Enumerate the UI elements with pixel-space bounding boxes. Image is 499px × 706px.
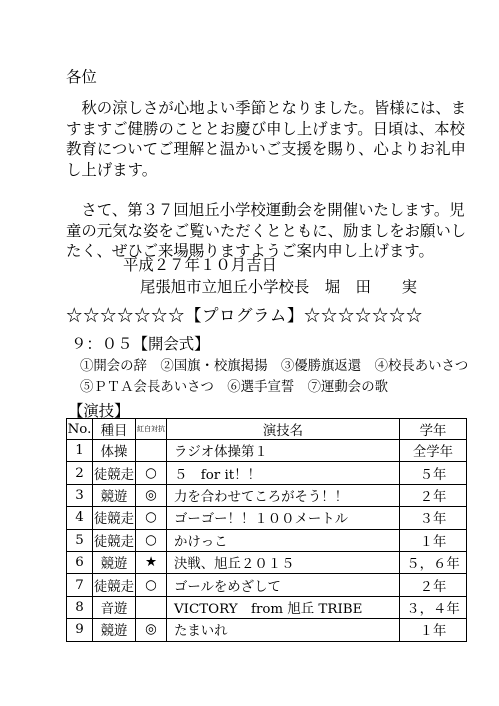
cell-no: 8	[67, 596, 93, 618]
cell-no: 4	[67, 507, 93, 529]
cell-name: ゴーゴー！！１００メートル	[167, 507, 400, 529]
table-row	[67, 462, 467, 484]
cell-mark	[136, 596, 167, 618]
table-row	[67, 551, 467, 573]
paragraph-line: 童の元気な姿をご覧いただくとともに、励ましをお願いし	[66, 221, 467, 240]
cell-grade: ３年	[400, 507, 467, 529]
paragraph-line: たく、ぜひご来場賜りますようご案内申し上げます。	[66, 242, 434, 260]
cell-no: 3	[67, 484, 93, 506]
program-table	[66, 418, 467, 642]
cell-name: VICTORY from 旭丘 TRIBE	[167, 596, 400, 618]
cell-grade: ５年	[400, 462, 467, 484]
greeting-paragraph	[66, 98, 467, 180]
cell-name: ラジオ体操第１	[167, 440, 400, 462]
cell-type: 徒競走	[93, 462, 136, 484]
cell-mark: ○	[136, 462, 167, 484]
letter-signature: 尾張旭市立旭丘小学校長 堀 田 実	[140, 278, 418, 296]
cell-name: かけっこ	[167, 529, 400, 551]
cell-mark: ◎	[136, 619, 167, 641]
cell-mark: ○	[136, 507, 167, 529]
cell-type: 徒競走	[93, 529, 136, 551]
cell-grade: 全学年	[400, 440, 467, 462]
cell-name: ５ for it！！	[167, 462, 400, 484]
salutation: 各位	[66, 68, 97, 86]
events-heading: 【演技】	[68, 402, 130, 420]
cell-mark: ○	[136, 574, 167, 596]
opening-ceremony-items-row1: ①開会の辞 ②国旗・校旗掲揚 ③優勝旗返還 ④校長あいさつ	[80, 359, 469, 374]
table-row	[67, 596, 467, 618]
header-no: No.	[67, 419, 93, 440]
cell-name: ゴールをめざして	[167, 574, 400, 596]
paragraph-line: すますご健勝のこととお慶び申し上げます。日頃は、本校	[66, 119, 465, 138]
cell-type: 競遊	[93, 551, 136, 573]
paragraph-line: 秋の涼しさが心地よい季節となりました。皆様には、ま	[66, 99, 467, 117]
cell-type: 体操	[93, 440, 136, 462]
table-row	[67, 619, 467, 641]
cell-type: 競遊	[93, 619, 136, 641]
paragraph-line: し上げます。	[66, 160, 158, 179]
header-type: 種目	[93, 419, 136, 440]
cell-no: 7	[67, 574, 93, 596]
cell-name: 決戦、旭丘２０１５	[167, 551, 400, 573]
header-name: 演技名	[167, 419, 400, 440]
table-header-row	[67, 419, 467, 440]
letter-date: 平成２７年１０月吉日	[123, 256, 277, 274]
cell-grade: ３，４年	[400, 596, 467, 618]
cell-grade: ５，６年	[400, 551, 467, 573]
header-grade: 学年	[400, 419, 467, 440]
program-banner: ☆☆☆☆☆☆☆【プログラム】☆☆☆☆☆☆☆	[66, 306, 423, 325]
table-row	[67, 440, 467, 462]
cell-grade: ２年	[400, 484, 467, 506]
cell-type: 競遊	[93, 484, 136, 506]
cell-mark: ○	[136, 529, 167, 551]
cell-mark: ★	[136, 551, 167, 573]
header-mark: 紅白対抗	[136, 419, 167, 440]
cell-mark	[136, 440, 167, 462]
paragraph-line: 教育についてご理解と温かいご支援を賜り、心よりお礼申	[66, 140, 466, 158]
paragraph-line: さて、第３７回旭丘小学校運動会を開催いたします。児	[66, 201, 465, 219]
cell-no: 6	[67, 551, 93, 573]
cell-grade: ２年	[400, 574, 467, 596]
table-row	[67, 529, 467, 551]
opening-ceremony-items-row2: ⑤ＰＴＡ会長あいさつ ⑥選手宣誓 ⑦運動会の歌	[80, 380, 388, 395]
cell-type: 徒競走	[93, 507, 136, 529]
cell-no: 1	[67, 440, 93, 462]
cell-type: 音遊	[93, 596, 136, 618]
cell-no: 5	[67, 529, 93, 551]
cell-no: 2	[67, 462, 93, 484]
cell-name: 力を合わせてころがそう！！	[167, 484, 400, 506]
cell-name: たまいれ	[167, 619, 400, 641]
opening-ceremony-heading: ９：０５【開会式】	[71, 335, 210, 353]
table-row	[67, 574, 467, 596]
cell-mark: ◎	[136, 484, 167, 506]
cell-type: 徒競走	[93, 574, 136, 596]
cell-grade: １年	[400, 619, 467, 641]
table-row	[67, 507, 467, 529]
table-row	[67, 484, 467, 506]
cell-no: 9	[67, 619, 93, 641]
cell-grade: １年	[400, 529, 467, 551]
